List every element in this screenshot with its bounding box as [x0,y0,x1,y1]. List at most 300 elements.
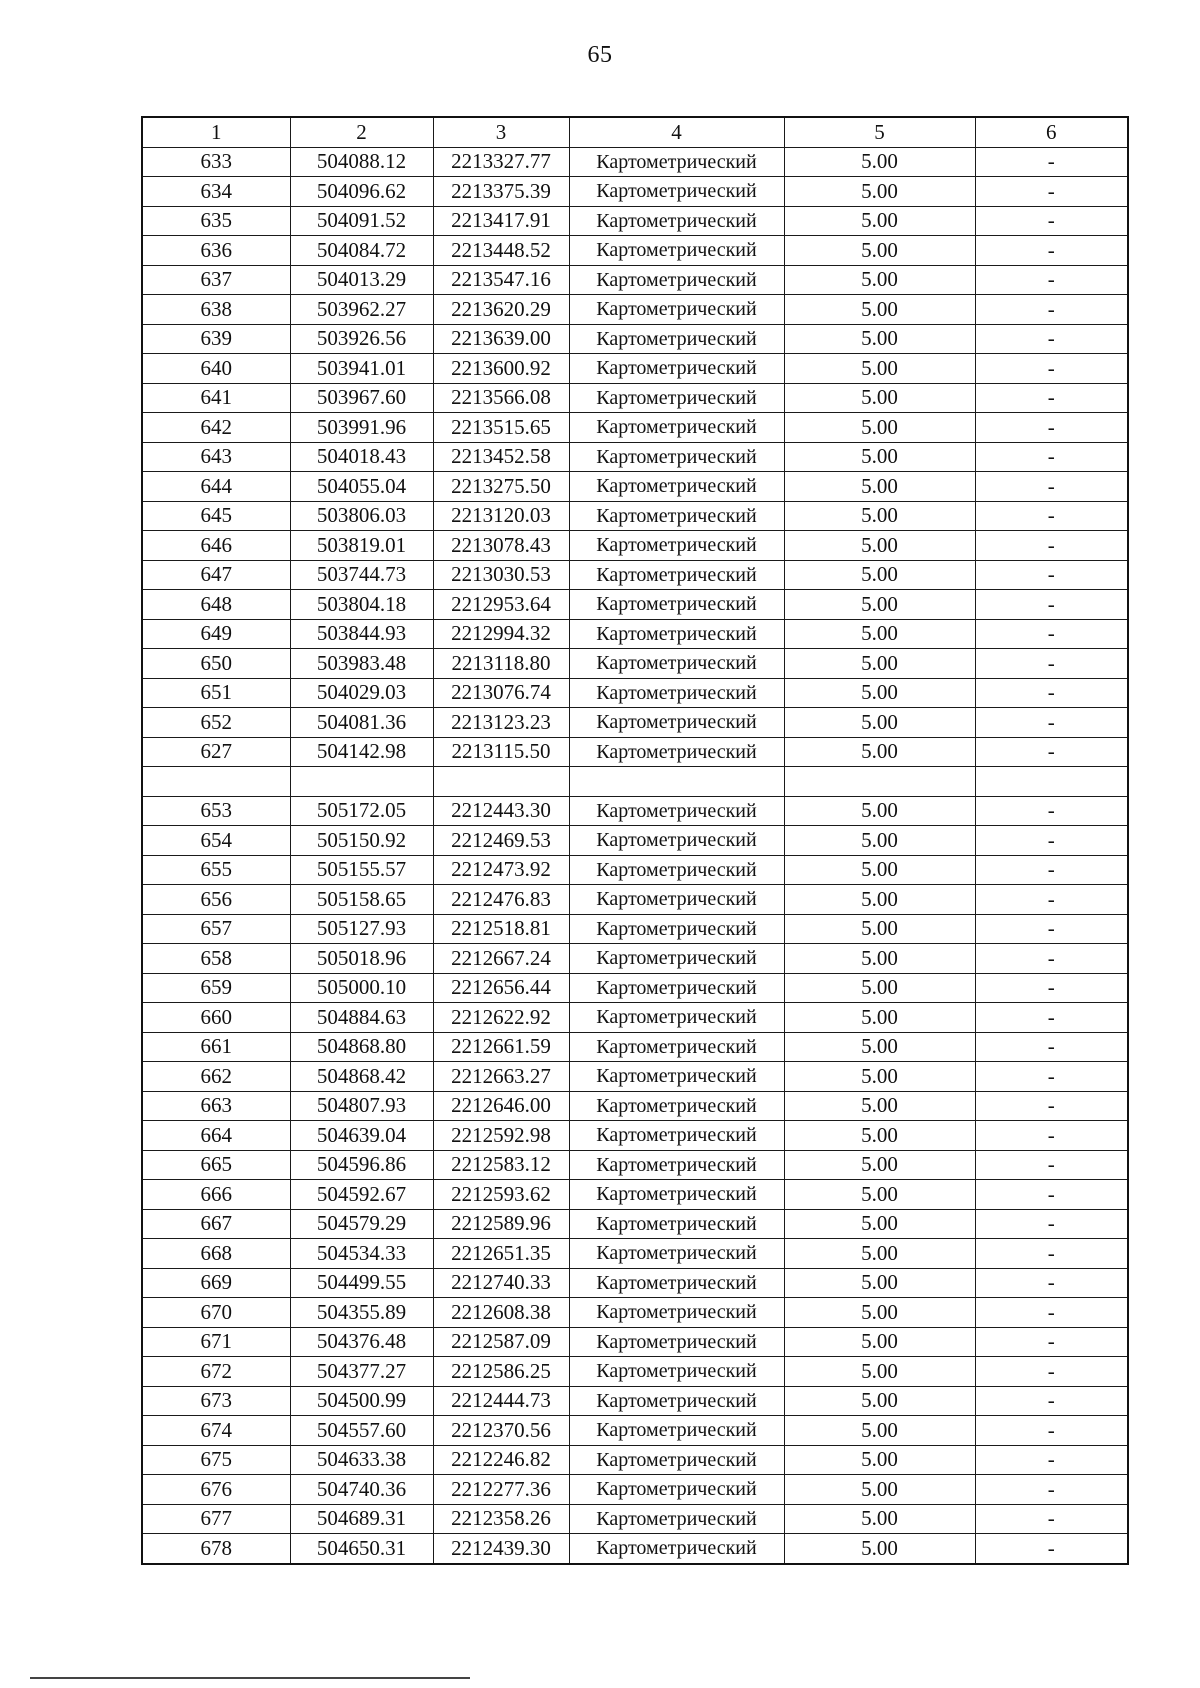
cell-point-number: 658 [142,944,290,974]
cell-point-number: 654 [142,826,290,856]
cell-method: Картометрический [569,147,784,177]
cell-accuracy: 5.00 [784,442,975,472]
cell-note: - [975,1357,1128,1387]
cell-method: Картометрический [569,590,784,620]
cell-coord-y: 2213515.65 [433,413,569,443]
cell-method: Картометрический [569,1003,784,1033]
cell-coord-y: 2212444.73 [433,1386,569,1416]
cell-coord-y: 2213118.80 [433,649,569,679]
table-row [142,206,1128,236]
cell-point-number: 668 [142,1239,290,1269]
table-body [142,147,1128,1564]
cell-accuracy: 5.00 [784,560,975,590]
cell-note: - [975,1003,1128,1033]
cell-coord-x: 503967.60 [290,383,433,413]
table-row [142,1268,1128,1298]
cell-accuracy: 5.00 [784,1180,975,1210]
cell-coord-y: 2212518.81 [433,914,569,944]
cell-accuracy: 5.00 [784,1150,975,1180]
cell-note: - [975,236,1128,266]
cell-note: - [975,413,1128,443]
cell-coord-y: 2213639.00 [433,324,569,354]
cell-method: Картометрический [569,295,784,325]
cell-accuracy: 5.00 [784,236,975,266]
cell-accuracy: 5.00 [784,1268,975,1298]
cell-note: - [975,1239,1128,1269]
cell-coord-y: 2213452.58 [433,442,569,472]
cell-accuracy: 5.00 [784,1416,975,1446]
cell-coord-x: 504142.98 [290,737,433,767]
cell-note: - [975,472,1128,502]
cell-note: - [975,354,1128,384]
cell-accuracy: 5.00 [784,1357,975,1387]
table-row [142,1298,1128,1328]
cell-accuracy: 5.00 [784,1032,975,1062]
table-row [142,944,1128,974]
coordinates-table [141,116,1129,1565]
cell-method [569,767,784,797]
cell-coord-y: 2213115.50 [433,737,569,767]
cell-coord-x: 504055.04 [290,472,433,502]
cell-point-number: 650 [142,649,290,679]
cell-coord-x: 504868.42 [290,1062,433,1092]
cell-coord-y: 2212622.92 [433,1003,569,1033]
table-row [142,796,1128,826]
cell-accuracy: 5.00 [784,1475,975,1505]
cell-accuracy: 5.00 [784,265,975,295]
cell-note: - [975,737,1128,767]
cell-method: Картометрический [569,1121,784,1151]
cell-coord-x: 505018.96 [290,944,433,974]
table-header [142,117,1128,147]
header-cell-5: 5 [784,117,975,147]
cell-method: Картометрический [569,1445,784,1475]
cell-coord-x: 505172.05 [290,796,433,826]
cell-coord-x: 504650.31 [290,1534,433,1564]
cell-note: - [975,1121,1128,1151]
cell-note: - [975,147,1128,177]
cell-coord-x: 503962.27 [290,295,433,325]
cell-note: - [975,1209,1128,1239]
cell-method: Картометрический [569,885,784,915]
cell-method: Картометрический [569,619,784,649]
cell-coord-y: 2212994.32 [433,619,569,649]
cell-accuracy: 5.00 [784,1445,975,1475]
cell-coord-y: 2213375.39 [433,177,569,207]
cell-point-number: 666 [142,1180,290,1210]
table-row [142,560,1128,590]
cell-note: - [975,206,1128,236]
cell-point-number: 660 [142,1003,290,1033]
cell-accuracy: 5.00 [784,826,975,856]
cell-note: - [975,442,1128,472]
table-row [142,708,1128,738]
cell-point-number: 657 [142,914,290,944]
cell-point-number: 670 [142,1298,290,1328]
cell-coord-x: 504868.80 [290,1032,433,1062]
cell-method: Картометрический [569,678,784,708]
cell-note: - [975,914,1128,944]
table-row [142,767,1128,797]
cell-accuracy: 5.00 [784,1327,975,1357]
cell-note: - [975,973,1128,1003]
cell-accuracy: 5.00 [784,1062,975,1092]
cell-point-number: 651 [142,678,290,708]
cell-coord-y: 2213417.91 [433,206,569,236]
cell-point-number: 640 [142,354,290,384]
cell-note: - [975,1504,1128,1534]
cell-accuracy: 5.00 [784,383,975,413]
table-row [142,649,1128,679]
cell-coord-x: 504081.36 [290,708,433,738]
cell-coord-x: 504557.60 [290,1416,433,1446]
cell-method: Картометрический [569,1150,784,1180]
cell-note: - [975,1534,1128,1564]
cell-method: Картометрический [569,324,784,354]
cell-accuracy: 5.00 [784,855,975,885]
cell-point-number [142,767,290,797]
cell-coord-y: 2213120.03 [433,501,569,531]
cell-method: Картометрический [569,177,784,207]
table-row [142,1003,1128,1033]
cell-method: Картометрический [569,1268,784,1298]
table-row [142,413,1128,443]
cell-method: Картометрический [569,442,784,472]
cell-point-number: 663 [142,1091,290,1121]
table-row [142,678,1128,708]
table-row [142,442,1128,472]
cell-method: Картометрический [569,1180,784,1210]
cell-method: Картометрический [569,826,784,856]
cell-coord-y: 2212589.96 [433,1209,569,1239]
cell-note: - [975,1091,1128,1121]
cell-note: - [975,501,1128,531]
cell-point-number: 635 [142,206,290,236]
cell-note: - [975,1062,1128,1092]
cell-note: - [975,1180,1128,1210]
table-row [142,1357,1128,1387]
cell-coord-x: 505155.57 [290,855,433,885]
cell-coord-y: 2213566.08 [433,383,569,413]
table-row [142,619,1128,649]
cell-coord-x: 504029.03 [290,678,433,708]
cell-method: Картометрический [569,944,784,974]
cell-coord-x: 505000.10 [290,973,433,1003]
cell-note: - [975,944,1128,974]
cell-coord-y: 2213600.92 [433,354,569,384]
table-row [142,472,1128,502]
cell-method: Картометрический [569,1357,784,1387]
table-row [142,1121,1128,1151]
cell-note: - [975,265,1128,295]
cell-coord-y: 2212656.44 [433,973,569,1003]
cell-point-number: 672 [142,1357,290,1387]
cell-coord-y: 2213620.29 [433,295,569,325]
header-cell-1: 1 [142,117,290,147]
table-row [142,295,1128,325]
cell-coord-x: 504376.48 [290,1327,433,1357]
cell-method: Картометрический [569,1327,784,1357]
cell-coord-x [290,767,433,797]
cell-coord-y: 2212592.98 [433,1121,569,1151]
cell-coord-x: 503804.18 [290,590,433,620]
cell-coord-x: 505158.65 [290,885,433,915]
cell-method: Картометрический [569,472,784,502]
cell-accuracy: 5.00 [784,1003,975,1033]
cell-accuracy: 5.00 [784,678,975,708]
cell-coord-x: 504633.38 [290,1445,433,1475]
cell-method: Картометрический [569,1416,784,1446]
cell-point-number: 656 [142,885,290,915]
cell-point-number: 636 [142,236,290,266]
cell-point-number: 676 [142,1475,290,1505]
cell-note: - [975,177,1128,207]
cell-point-number: 646 [142,531,290,561]
cell-accuracy: 5.00 [784,1121,975,1151]
table-row [142,177,1128,207]
cell-note: - [975,678,1128,708]
cell-coord-x: 504500.99 [290,1386,433,1416]
cell-accuracy: 5.00 [784,413,975,443]
cell-method: Картометрический [569,1209,784,1239]
cell-coord-y: 2213448.52 [433,236,569,266]
cell-note: - [975,796,1128,826]
cell-coord-y: 2213078.43 [433,531,569,561]
cell-point-number: 633 [142,147,290,177]
cell-point-number: 639 [142,324,290,354]
table-row [142,885,1128,915]
cell-coord-y: 2212370.56 [433,1416,569,1446]
cell-accuracy: 5.00 [784,708,975,738]
cell-note: - [975,383,1128,413]
cell-coord-x: 503744.73 [290,560,433,590]
cell-coord-x: 503806.03 [290,501,433,531]
cell-coord-y: 2212663.27 [433,1062,569,1092]
cell-coord-y: 2212646.00 [433,1091,569,1121]
cell-accuracy: 5.00 [784,590,975,620]
cell-point-number: 644 [142,472,290,502]
cell-note: - [975,324,1128,354]
cell-method: Картометрический [569,973,784,1003]
table-row [142,265,1128,295]
cell-note: - [975,619,1128,649]
cell-point-number: 667 [142,1209,290,1239]
cell-note: - [975,1416,1128,1446]
cell-coord-x: 504377.27 [290,1357,433,1387]
cell-method: Картометрический [569,1298,784,1328]
table-row [142,1445,1128,1475]
cell-note: - [975,295,1128,325]
table-row [142,914,1128,944]
cell-note: - [975,1150,1128,1180]
cell-method: Картометрический [569,413,784,443]
cell-coord-y: 2212443.30 [433,796,569,826]
cell-point-number: 627 [142,737,290,767]
cell-point-number: 653 [142,796,290,826]
table-row [142,324,1128,354]
cell-method: Картометрический [569,206,784,236]
header-cell-2: 2 [290,117,433,147]
cell-coord-x: 503991.96 [290,413,433,443]
cell-method: Картометрический [569,383,784,413]
cell-accuracy: 5.00 [784,1534,975,1564]
cell-point-number: 634 [142,177,290,207]
cell-method: Картометрический [569,1386,784,1416]
table-row [142,826,1128,856]
header-cell-4: 4 [569,117,784,147]
cell-point-number: 677 [142,1504,290,1534]
cell-coord-y: 2212476.83 [433,885,569,915]
cell-method: Картометрический [569,354,784,384]
cell-coord-y: 2212953.64 [433,590,569,620]
cell-accuracy: 5.00 [784,324,975,354]
cell-coord-y: 2212651.35 [433,1239,569,1269]
table-row [142,236,1128,266]
cell-coord-x: 503941.01 [290,354,433,384]
cell-coord-x: 504084.72 [290,236,433,266]
cell-accuracy: 5.00 [784,885,975,915]
cell-accuracy: 5.00 [784,501,975,531]
cell-note: - [975,1032,1128,1062]
cell-coord-x: 504639.04 [290,1121,433,1151]
table-row [142,147,1128,177]
cell-coord-x: 504088.12 [290,147,433,177]
cell-accuracy: 5.00 [784,973,975,1003]
cell-point-number: 643 [142,442,290,472]
table-row [142,590,1128,620]
table-row [142,1062,1128,1092]
cell-note: - [975,855,1128,885]
cell-method: Картометрический [569,1475,784,1505]
cell-point-number: 645 [142,501,290,531]
cell-coord-y: 2212246.82 [433,1445,569,1475]
cell-accuracy: 5.00 [784,619,975,649]
cell-method: Картометрический [569,236,784,266]
cell-coord-x: 504534.33 [290,1239,433,1269]
page-number: 65 [587,42,613,68]
cell-coord-x: 504596.86 [290,1150,433,1180]
cell-coord-y: 2212587.09 [433,1327,569,1357]
cell-accuracy: 5.00 [784,1239,975,1269]
cell-method: Картометрический [569,796,784,826]
table-row [142,1239,1128,1269]
table-row [142,973,1128,1003]
cell-coord-y: 2213030.53 [433,560,569,590]
cell-method: Картометрический [569,1062,784,1092]
table-row [142,1180,1128,1210]
table-row [142,531,1128,561]
cell-accuracy: 5.00 [784,1091,975,1121]
table-row [142,1209,1128,1239]
cell-coord-x: 504740.36 [290,1475,433,1505]
cell-method: Картометрический [569,531,784,561]
cell-point-number: 641 [142,383,290,413]
table-row [142,1150,1128,1180]
header-cell-3: 3 [433,117,569,147]
cell-point-number: 642 [142,413,290,443]
cell-note: - [975,590,1128,620]
cell-method: Картометрический [569,1032,784,1062]
cell-method: Картометрический [569,737,784,767]
cell-note: - [975,560,1128,590]
cell-accuracy: 5.00 [784,914,975,944]
cell-note: - [975,1386,1128,1416]
table-row [142,1032,1128,1062]
cell-coord-y: 2212586.25 [433,1357,569,1387]
table-row [142,383,1128,413]
cell-note: - [975,1327,1128,1357]
cell-coord-y: 2212358.26 [433,1504,569,1534]
cell-point-number: 662 [142,1062,290,1092]
cell-point-number: 648 [142,590,290,620]
cell-coord-y: 2212593.62 [433,1180,569,1210]
cell-coord-x: 503819.01 [290,531,433,561]
cell-point-number: 678 [142,1534,290,1564]
cell-method: Картометрический [569,649,784,679]
cell-point-number: 652 [142,708,290,738]
cell-accuracy: 5.00 [784,295,975,325]
cell-coord-x: 504592.67 [290,1180,433,1210]
cell-coord-y: 2212277.36 [433,1475,569,1505]
cell-accuracy: 5.00 [784,944,975,974]
cell-method: Картометрический [569,1504,784,1534]
cell-coord-y: 2212667.24 [433,944,569,974]
cell-accuracy: 5.00 [784,1209,975,1239]
header-cell-6: 6 [975,117,1128,147]
cell-accuracy: 5.00 [784,796,975,826]
cell-method: Картометрический [569,560,784,590]
footer-divider [30,1677,470,1679]
cell-note: - [975,1268,1128,1298]
cell-accuracy: 5.00 [784,649,975,679]
cell-note: - [975,1445,1128,1475]
cell-coord-x: 504355.89 [290,1298,433,1328]
cell-point-number: 649 [142,619,290,649]
cell-point-number: 669 [142,1268,290,1298]
table-row [142,1416,1128,1446]
table-row [142,855,1128,885]
cell-method: Картометрический [569,1534,784,1564]
cell-accuracy [784,767,975,797]
cell-point-number: 665 [142,1150,290,1180]
cell-point-number: 675 [142,1445,290,1475]
cell-coord-x: 503844.93 [290,619,433,649]
cell-note: - [975,885,1128,915]
cell-method: Картометрический [569,914,784,944]
cell-coord-x: 504013.29 [290,265,433,295]
cell-coord-y: 2212469.53 [433,826,569,856]
table-row [142,1504,1128,1534]
cell-accuracy: 5.00 [784,1386,975,1416]
cell-coord-x: 503983.48 [290,649,433,679]
cell-coord-x: 504096.62 [290,177,433,207]
cell-note [975,767,1128,797]
cell-point-number: 664 [142,1121,290,1151]
cell-method: Картометрический [569,1239,784,1269]
cell-coord-x: 504018.43 [290,442,433,472]
table-row [142,737,1128,767]
cell-coord-y: 2213547.16 [433,265,569,295]
cell-point-number: 655 [142,855,290,885]
cell-coord-x: 505127.93 [290,914,433,944]
cell-coord-x: 504091.52 [290,206,433,236]
cell-accuracy: 5.00 [784,1298,975,1328]
cell-coord-y: 2212439.30 [433,1534,569,1564]
table-row [142,1327,1128,1357]
cell-coord-y: 2213123.23 [433,708,569,738]
cell-coord-y [433,767,569,797]
cell-accuracy: 5.00 [784,206,975,236]
